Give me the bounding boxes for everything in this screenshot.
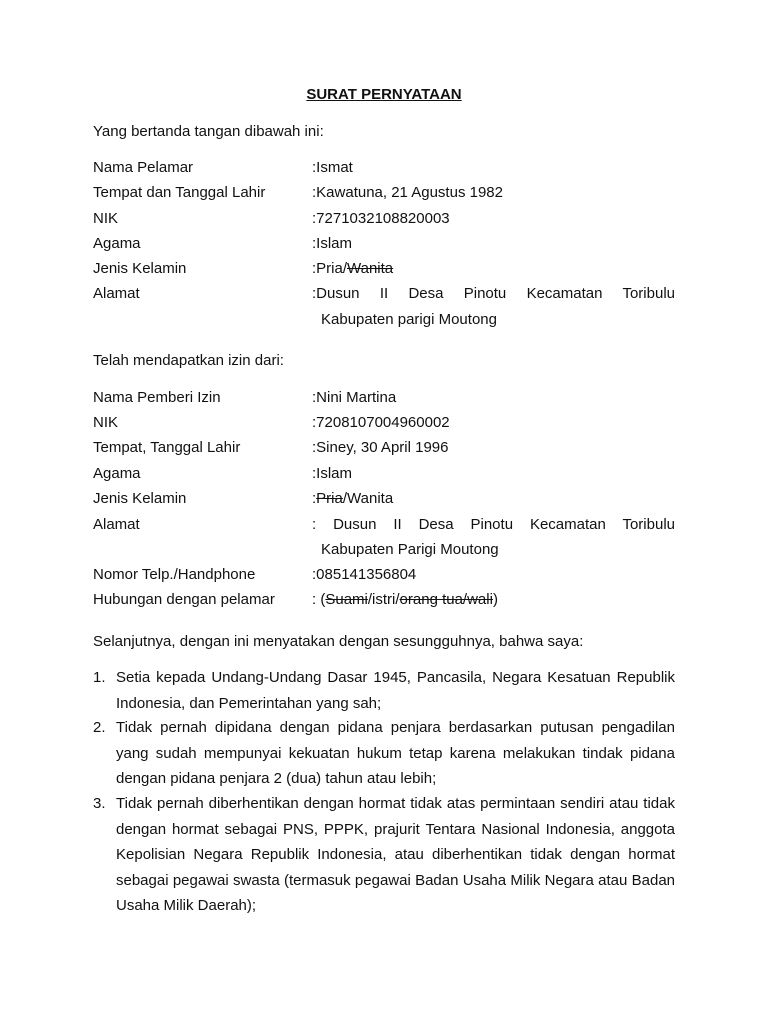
field-label: Nama Pelamar bbox=[93, 159, 194, 176]
grantor-birth-row bbox=[93, 439, 675, 461]
field-value: :Dusun II Desa Pinotu Kecamatan Toribulu bbox=[312, 285, 675, 302]
gender-option: /Wanita bbox=[342, 490, 394, 507]
applicant-birth-row bbox=[93, 184, 675, 206]
grantor-name-row bbox=[93, 389, 675, 411]
field-label: Agama bbox=[93, 465, 141, 482]
field-value bbox=[312, 490, 393, 507]
document-title: SURAT PERNYATAAN bbox=[306, 86, 462, 103]
field-value: :7271032108820003 bbox=[312, 210, 450, 227]
grantor-address-continuation: Kabupaten Parigi Moutong bbox=[321, 541, 499, 558]
field-value: :Islam bbox=[312, 235, 353, 252]
field-label: Alamat bbox=[93, 285, 140, 302]
applicant-address-continuation: Kabupaten parigi Moutong bbox=[321, 311, 497, 328]
field-label: Agama bbox=[93, 235, 141, 252]
struck-option: orang tua/wali bbox=[399, 591, 493, 608]
field-label: Tempat, Tanggal Lahir bbox=[93, 439, 241, 456]
field-label: Tempat dan Tanggal Lahir bbox=[93, 184, 266, 201]
field-label: Alamat bbox=[93, 516, 140, 533]
struck-option: Suami bbox=[325, 591, 368, 608]
field-label: Jenis Kelamin bbox=[93, 490, 187, 507]
field-value: :Siney, 30 April 1996 bbox=[312, 439, 449, 456]
grantor-religion-row bbox=[93, 465, 675, 487]
field-value bbox=[312, 260, 413, 277]
field-value: :Kawatuna, 21 Agustus 1982 bbox=[312, 184, 503, 201]
relation-close: ) bbox=[492, 591, 498, 608]
permission-intro: Telah mendapatkan izin dari: bbox=[93, 352, 284, 369]
struck-option: Pria bbox=[316, 490, 343, 507]
field-label: NIK bbox=[93, 414, 119, 431]
field-value: :Islam bbox=[312, 465, 353, 482]
field-value: :Nini Martina bbox=[312, 389, 397, 406]
list-number: 3. bbox=[93, 795, 106, 812]
list-item: Setia kepada Undang-Undang Dasar 1945, Pancasila, Negara Kesatuan Republik Indonesia, dan Pemerintahan yang sah; bbox=[116, 669, 675, 712]
list-item: Tidak pernah diberhentikan dengan hormat tidak atas permintaan sendiri atau tidak dengan hormat sebagai PNS, PPPK, prajurit Tentara Nasional Indonesia, anggota Kepolisian Negara Republik Indonesia, atau diberhentikan tidak dengan hormat sebagai pegawai swasta (termasuk pegawai Badan Usaha Milik Negara atau Badan Usaha Milik Daerah); bbox=[116, 795, 675, 914]
applicant-nik-row bbox=[93, 210, 675, 232]
grantor-nik-row bbox=[93, 414, 675, 436]
relation-selected: /istri/ bbox=[367, 591, 400, 608]
applicant-religion-row bbox=[93, 235, 675, 257]
gender-colon: : bbox=[312, 490, 317, 507]
relation-open: : ( bbox=[312, 591, 326, 608]
grantor-phone-row bbox=[93, 566, 675, 588]
grantor-relation-row bbox=[93, 591, 675, 613]
list-item: Tidak pernah dipidana dengan pidana penjara berdasarkan putusan pengadilan yang sudah mempunyai kekuatan hukum tetap karena melakukan tindak pidana dengan pidana penjara 2 (dua) tahun atau lebih; bbox=[116, 719, 675, 787]
field-value bbox=[312, 591, 498, 608]
statement-intro: Selanjutnya, dengan ini menyatakan dengan sesungguhnya, bahwa saya: bbox=[93, 633, 584, 650]
field-label: Nama Pemberi Izin bbox=[93, 389, 221, 406]
grantor-gender-row bbox=[93, 490, 675, 512]
field-label: NIK bbox=[93, 210, 119, 227]
list-number: 1. bbox=[93, 669, 106, 686]
field-value: :085141356804 bbox=[312, 566, 417, 583]
struck-option: Wanita bbox=[347, 260, 394, 277]
intro-text: Yang bertanda tangan dibawah ini: bbox=[93, 123, 324, 140]
applicant-address-row bbox=[93, 285, 675, 307]
field-label: Nomor Telp./Handphone bbox=[93, 566, 256, 583]
field-label: Hubungan dengan pelamar bbox=[93, 591, 275, 608]
gender-option: :Pria/ bbox=[312, 260, 348, 277]
field-value: : Dusun II Desa Pinotu Kecamatan Toribulu bbox=[312, 516, 675, 533]
field-value: :7208107004960002 bbox=[312, 414, 450, 431]
applicant-gender-row bbox=[93, 260, 675, 282]
list-number: 2. bbox=[93, 719, 106, 736]
applicant-name-row bbox=[93, 159, 675, 181]
grantor-address-row bbox=[93, 516, 675, 538]
field-value: :Ismat bbox=[312, 159, 353, 176]
field-label: Jenis Kelamin bbox=[93, 260, 187, 277]
